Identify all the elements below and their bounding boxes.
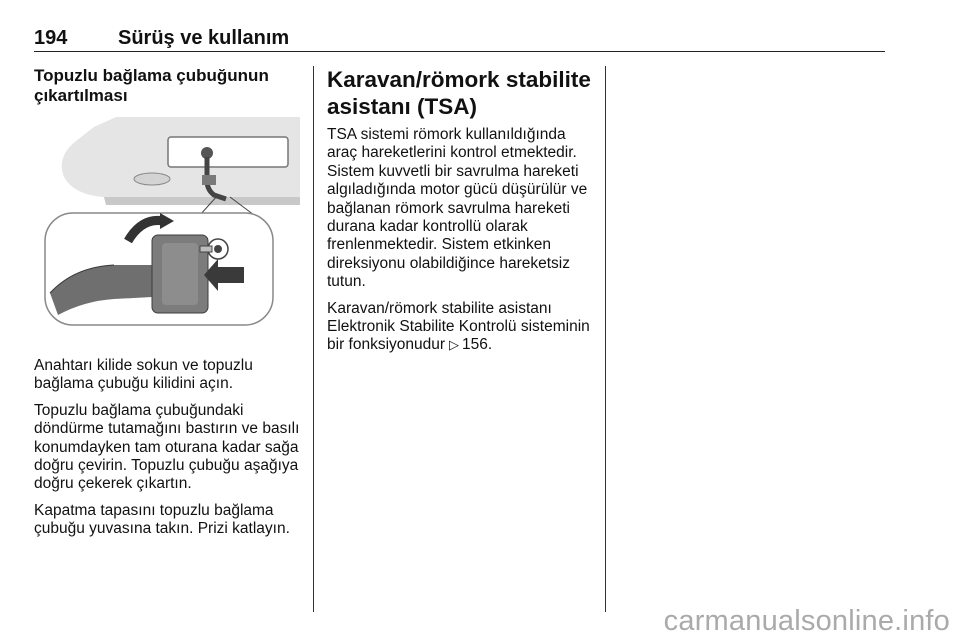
crossref-text: Karavan/römork stabilite asistanı Elektronik Stabilite Kontrolü sisteminin bir fonksiyonudur <box>327 299 590 354</box>
tsa-crossref-paragraph <box>327 300 595 355</box>
tow-bar-removal-heading: Topuzlu bağlama çubuğunun çıkartılması <box>34 66 269 105</box>
section-title: Sürüş ve kullanım <box>118 27 290 49</box>
watermark: carmanualsonline.info <box>663 605 950 637</box>
right-column <box>327 66 595 355</box>
column-divider <box>313 66 314 612</box>
instruction-paragraph: Kapatma tapasını topuzlu bağlama çubuğu yuvasına takın. Prizi katlayın. <box>34 501 290 538</box>
instruction-paragraph: Anahtarı kilide sokun ve topuzlu bağlama çubuğu kilidini açın. <box>34 357 253 393</box>
page-header <box>34 27 885 52</box>
column-divider <box>605 66 606 612</box>
triangle-right-icon: ▷ <box>449 337 460 353</box>
tsa-paragraph: TSA sistemi römork kullanıldığında araç hareketlerini kontrol etmektedir. Sistem kuvvetli bir savrulma hareketi algıladığında motor gücü düşürülür ve bağlanan römork savrulma hareketi durana kadar kontrollü olarak frenlenmektedir. Sistem etkinken direksiyonu olabildiğince hareketsiz tutun. <box>327 126 588 291</box>
left-column <box>34 66 300 539</box>
tsa-heading: Karavan/römork stabilite asistanı (TSA) <box>327 67 591 119</box>
instruction-paragraph: Topuzlu bağlama çubuğundaki döndürme tutamağını bastırın ve basılı konumdayken tam oturana kadar sağa doğru çevirin. Topuzlu çubuğu aşağıya doğru çekerek çıkartın. <box>34 401 300 493</box>
tow-bar-illustration <box>34 117 300 330</box>
crossref-page-link[interactable]: 156. <box>462 336 493 354</box>
page-number: 194 <box>34 27 68 49</box>
